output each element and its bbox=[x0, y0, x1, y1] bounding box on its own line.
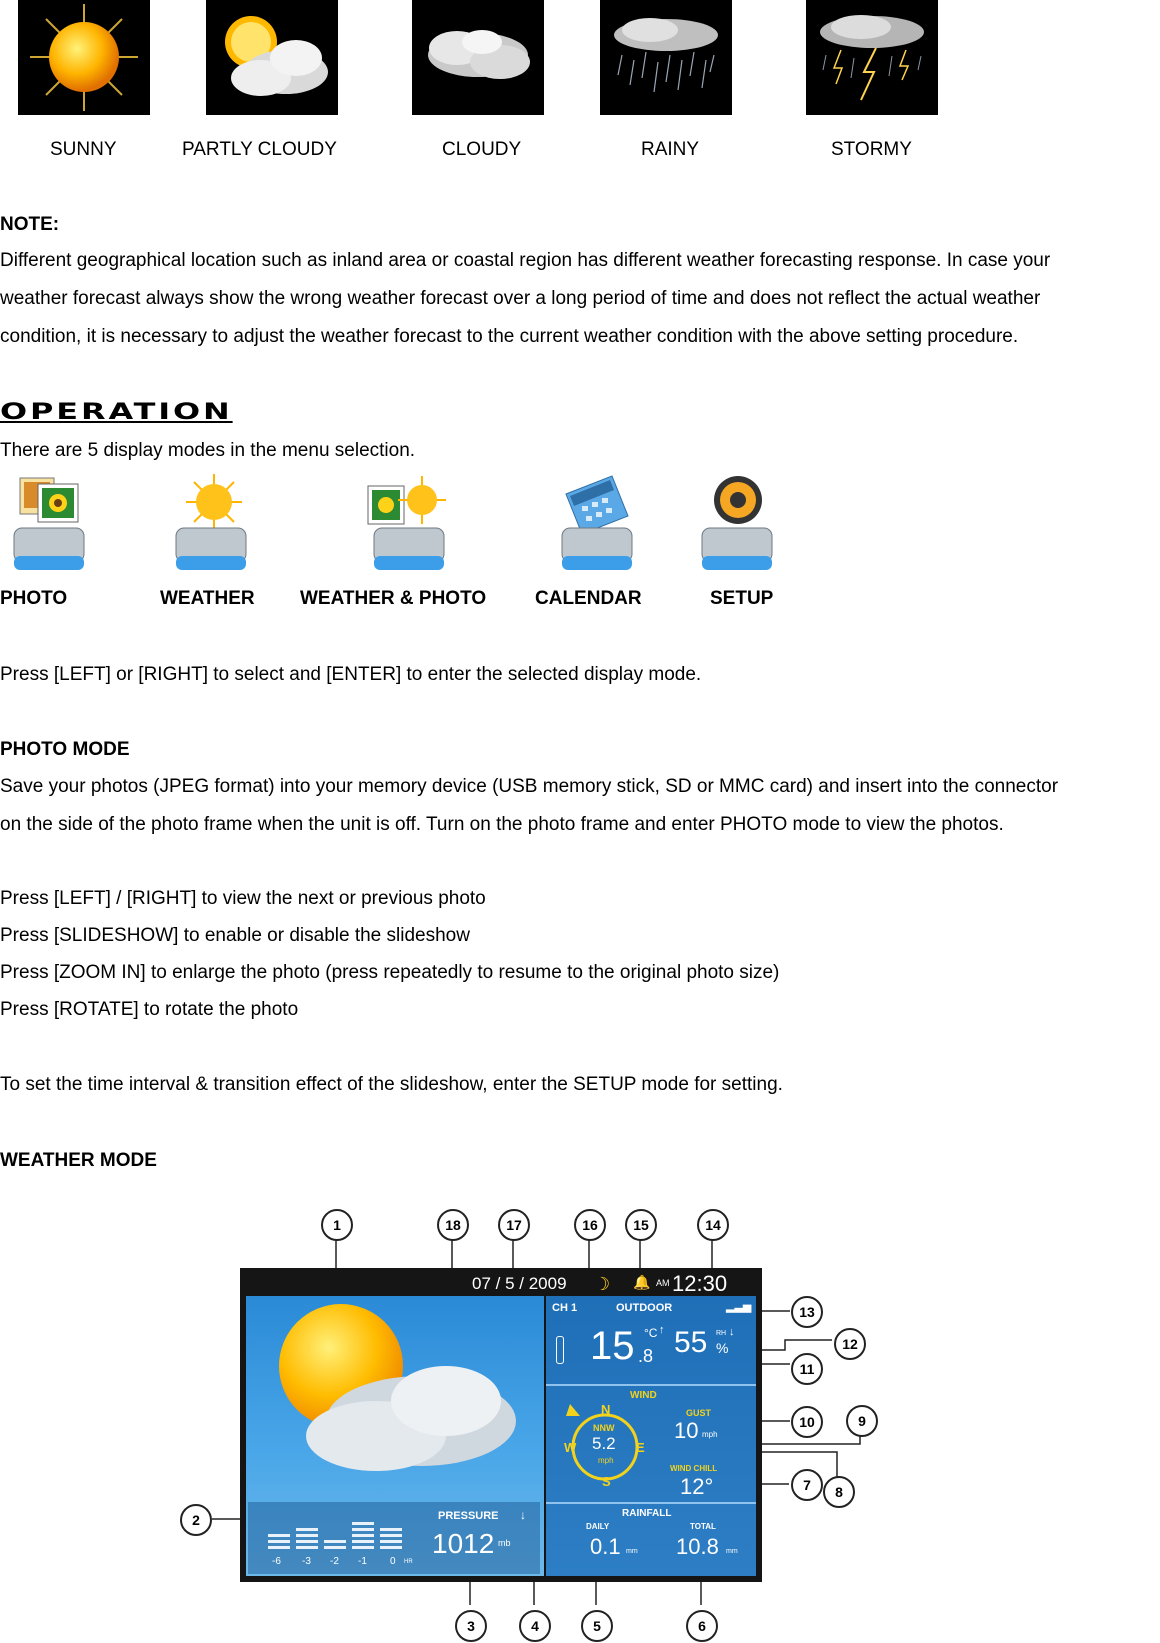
press-instruction: Press [LEFT] / [RIGHT] to view the next or previous photo bbox=[0, 888, 486, 909]
alarm-bell-icon: 🔔 bbox=[633, 1274, 651, 1290]
rainfall-label: RAINFALL bbox=[622, 1508, 672, 1519]
screen-date: 07 / 5 / 2009 bbox=[472, 1274, 567, 1293]
pressure-trend-down-icon: ↓ bbox=[520, 1508, 526, 1522]
callout-8: 8 bbox=[823, 1476, 855, 1508]
partly-cloudy-forecast-icon bbox=[246, 1296, 544, 1486]
wind-chill-label: WIND CHILL bbox=[670, 1464, 718, 1473]
callout-11: 11 bbox=[791, 1353, 823, 1385]
compass-w: W bbox=[564, 1440, 577, 1455]
note-line: condition, it is necessary to adjust the weather forecast to the current weather condition with the above setting procedure. bbox=[0, 326, 1019, 347]
readings-panel bbox=[546, 1296, 756, 1576]
wind-unit: mph bbox=[598, 1456, 614, 1465]
gust-value: 10 bbox=[674, 1418, 699, 1443]
humidity-unit: % bbox=[716, 1340, 729, 1356]
callout-9: 9 bbox=[846, 1405, 878, 1437]
callout-1: 1 bbox=[321, 1209, 353, 1241]
gust-unit: mph bbox=[702, 1430, 718, 1439]
mode-label-calendar: CALENDAR bbox=[535, 588, 642, 609]
hist-tick: -1 bbox=[358, 1556, 367, 1567]
weather-label-cloudy: CLOUDY bbox=[442, 139, 522, 160]
divider bbox=[546, 1384, 756, 1386]
press-instruction: Press [SLIDESHOW] to enable or disable the slideshow bbox=[0, 925, 470, 946]
humidity-value: 55 bbox=[674, 1326, 708, 1359]
callout-14: 14 bbox=[697, 1209, 729, 1241]
compass-n: N bbox=[601, 1402, 611, 1417]
callout-5: 5 bbox=[581, 1610, 613, 1642]
rainfall-total-label: TOTAL bbox=[690, 1522, 716, 1531]
temperature-decimal: .8 bbox=[638, 1346, 654, 1366]
operation-heading: OPERATION bbox=[0, 400, 233, 425]
weather-mode-heading: WEATHER MODE bbox=[0, 1150, 157, 1171]
temperature-unit: °C bbox=[644, 1326, 658, 1340]
photo-mode-line: on the side of the photo frame when the unit is off. Turn on the photo frame and enter PHOTO mode to view the photos. bbox=[0, 814, 1004, 835]
press-instruction: Press [ROTATE] to rotate the photo bbox=[0, 999, 299, 1020]
mode-label-weather: WEATHER bbox=[160, 588, 255, 609]
hist-tick: -2 bbox=[330, 1556, 339, 1567]
wind-speed: 5.2 bbox=[592, 1434, 616, 1453]
weather-label-sunny: SUNNY bbox=[50, 139, 117, 160]
thermometer-icon bbox=[556, 1336, 564, 1364]
press-instruction: Press [ZOOM IN] to enlarge the photo (press repeatedly to resume to the original photo size) bbox=[0, 962, 780, 983]
callout-16: 16 bbox=[574, 1209, 606, 1241]
temperature-trend-up-icon: ↑ bbox=[659, 1324, 665, 1336]
pressure-panel bbox=[248, 1502, 540, 1574]
compass-s: S bbox=[602, 1474, 611, 1489]
wind-direction: NNW bbox=[593, 1423, 615, 1433]
mode-label-photo: PHOTO bbox=[0, 588, 68, 609]
callout-13: 13 bbox=[791, 1296, 823, 1328]
rainfall-daily-unit: mm bbox=[626, 1548, 638, 1555]
screen-time: 12:30 bbox=[672, 1271, 728, 1296]
temperature-integer: 15 bbox=[590, 1324, 635, 1368]
photo-mode-line: Save your photos (JPEG format) into your memory device (USB memory stick, SD or MMC card) and insert into the connector bbox=[0, 776, 1059, 797]
callout-7: 7 bbox=[791, 1469, 823, 1501]
weather-label-partly-cloudy: PARTLY CLOUDY bbox=[182, 139, 337, 160]
humidity-trend-down-icon: ↓ bbox=[729, 1326, 735, 1338]
callout-4: 4 bbox=[519, 1610, 551, 1642]
gust-label: GUST bbox=[686, 1408, 712, 1418]
rainfall-daily-value: 0.1 bbox=[590, 1534, 621, 1559]
callout-12: 12 bbox=[834, 1328, 866, 1360]
callout-10: 10 bbox=[791, 1406, 823, 1438]
weather-screen bbox=[240, 1268, 762, 1582]
outdoor-label: OUTDOOR bbox=[616, 1302, 673, 1314]
pressure-histogram bbox=[268, 1510, 418, 1552]
rainfall-total-unit: mm bbox=[726, 1548, 738, 1555]
photo-mode-heading: PHOTO MODE bbox=[0, 739, 130, 760]
note-line: weather forecast always show the wrong weather forecast over a long period of time and does not reflect the actual weather bbox=[0, 288, 1041, 309]
callout-18: 18 bbox=[437, 1209, 469, 1241]
mode-label-setup: SETUP bbox=[710, 588, 774, 609]
callout-2: 2 bbox=[180, 1504, 212, 1536]
select-instruction: Press [LEFT] or [RIGHT] to select and [ENTER] to enter the selected display mode. bbox=[0, 664, 702, 685]
hist-unit: HR bbox=[404, 1559, 413, 1565]
wind-label: WIND bbox=[630, 1390, 657, 1401]
forecast-panel bbox=[246, 1296, 544, 1576]
wind-chill-value: 12° bbox=[680, 1474, 714, 1499]
screen-ampm: AM bbox=[656, 1278, 670, 1288]
hist-tick: -6 bbox=[272, 1556, 281, 1567]
rainfall-daily-label: DAILY bbox=[586, 1522, 610, 1531]
moon-icon: ☽ bbox=[594, 1274, 611, 1294]
hist-tick: -3 bbox=[302, 1556, 311, 1567]
callout-3: 3 bbox=[455, 1610, 487, 1642]
pressure-label: PRESSURE bbox=[438, 1510, 499, 1522]
operation-intro: There are 5 display modes in the menu selection. bbox=[0, 440, 416, 461]
note-line: Different geographical location such as inland area or coastal region has different weather forecasting response. In case your bbox=[0, 250, 1051, 271]
signal-strength-icon: ▂▃▅ bbox=[726, 1301, 752, 1313]
humidity-rh-label: RH bbox=[716, 1330, 727, 1337]
channel-label: CH 1 bbox=[552, 1302, 578, 1314]
callout-6: 6 bbox=[686, 1610, 718, 1642]
callout-17: 17 bbox=[498, 1209, 530, 1241]
divider bbox=[546, 1502, 756, 1504]
weather-label-rainy: RAINY bbox=[641, 139, 700, 160]
rainfall-total-value: 10.8 bbox=[676, 1534, 719, 1559]
pressure-value: 1012 bbox=[432, 1528, 495, 1559]
hist-tick: 0 bbox=[390, 1556, 396, 1567]
compass-e: E bbox=[636, 1440, 645, 1455]
mode-label-weather-photo: WEATHER & PHOTO bbox=[300, 588, 487, 609]
callout-15: 15 bbox=[625, 1209, 657, 1241]
note-heading: NOTE: bbox=[0, 214, 60, 235]
pressure-unit: mb bbox=[498, 1538, 511, 1548]
setup-instruction: To set the time interval & transition effect of the slideshow, enter the SETUP mode for setting. bbox=[0, 1074, 783, 1095]
weather-label-stormy: STORMY bbox=[831, 139, 912, 160]
